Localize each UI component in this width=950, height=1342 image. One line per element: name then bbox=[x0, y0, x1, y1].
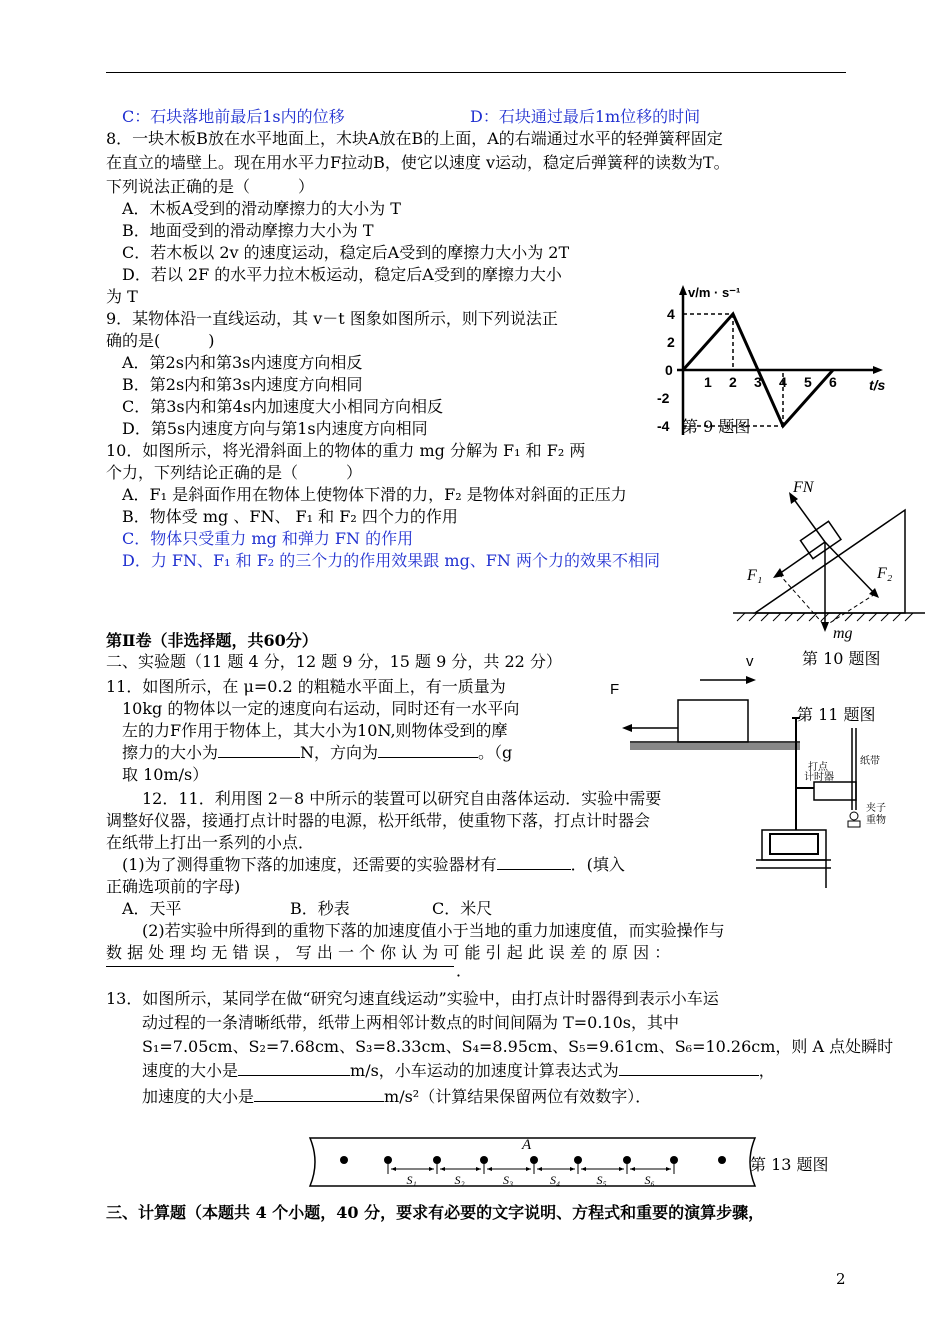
q11-line-1: 11．如图所示，在 μ=0.2 的粗糙水平面上，有一质量为 bbox=[106, 677, 506, 696]
q8-option-d: D．若以 2F 的水平力拉木板运动，稳定后A受到的摩擦力大小 bbox=[122, 265, 562, 284]
part2-section: 二、实验题（11 题 4 分，12 题 9 分，15 题 9 分，共 22 分） bbox=[106, 652, 562, 671]
f1-label: F₁ bbox=[747, 567, 763, 584]
q12-line-2: 调整好仪器，接通打点计时器的电源，松开纸带，使重物下落，打点计时器会 bbox=[106, 811, 651, 830]
x-tick-1: 1 bbox=[704, 374, 712, 390]
svg-text:计时器: 计时器 bbox=[804, 772, 834, 783]
q13-line-5: 加速度的大小是 m/s²（计算结果保留两位有效数字）． bbox=[142, 1087, 652, 1106]
mg-label: mg bbox=[833, 625, 853, 642]
q9-option-c: C．第3s内和第4s内加速度大小相同方向相反 bbox=[122, 397, 444, 416]
q9-stem-1: 9．某物体沿一直线运动，其 v－t 图象如图所示，则下列说法正 bbox=[106, 309, 558, 328]
q11-v-label: v bbox=[746, 653, 754, 670]
q8-option-d-cont: 为 T bbox=[106, 287, 138, 306]
s-label-4: S₄ bbox=[550, 1173, 561, 1187]
svg-text:夹子: 夹子 bbox=[866, 803, 886, 814]
q9-option-a: A．第2s内和第3s内速度方向相反 bbox=[122, 353, 363, 372]
f2-label: F₂ bbox=[877, 565, 893, 582]
q10-option-c: C．物体只受重力 mg 和弹力 FN 的作用 bbox=[122, 529, 414, 548]
s-label-5: S₅ bbox=[596, 1173, 607, 1187]
q11-line-5: 取 10m/s） bbox=[122, 765, 209, 784]
svg-text:重物: 重物 bbox=[866, 815, 886, 826]
q12-line-1: 12．11．利用图 2－8 中所示的装置可以研究自由落体运动．实验中需要 bbox=[142, 789, 662, 808]
fn-label: FN bbox=[793, 479, 814, 496]
q8-stem-1: 8．一块木板B放在水平地面上，木块A放在B的上面，A的右端通过水平的轻弹簧秤固定 bbox=[106, 129, 723, 148]
q11-line-4: 擦力的大小为 N，方向为 。（g bbox=[122, 743, 513, 762]
q12-blank-2 bbox=[106, 966, 454, 967]
q11-figure-caption: 第 11 题图 bbox=[797, 705, 876, 724]
page-number: 2 bbox=[836, 1270, 846, 1288]
q11-blank-1 bbox=[218, 743, 300, 758]
y-axis-label: v/m · s⁻¹ bbox=[688, 285, 741, 300]
q11-blank-2 bbox=[378, 743, 478, 758]
part3-title: 三、计算题（本题共 4 个小题，40 分，要求有必要的文字说明、方程式和重要的演算步骤， bbox=[106, 1203, 765, 1222]
q13-line-3: S₁=7.05cm、S₂=7.68cm、S₃=8.33cm、S₄=8.95cm、S₅=9.61cm、S₆=10.26cm，则 A 点处瞬时 bbox=[142, 1037, 894, 1056]
q13-blank-3 bbox=[254, 1087, 384, 1102]
q13-blank-1 bbox=[238, 1061, 350, 1076]
tape-dot-end bbox=[718, 1156, 726, 1164]
q8-stem-3: 下列说法正确的是（ ） bbox=[106, 177, 315, 196]
q7-option-c: C：石块落地前最后1s内的位移 bbox=[122, 107, 345, 126]
y-axis-arrow bbox=[679, 285, 687, 295]
incline-figure bbox=[725, 470, 925, 645]
s-label-6: S₆ bbox=[644, 1173, 655, 1187]
y-tick--4: -4 bbox=[657, 418, 670, 434]
f2-arrow bbox=[825, 542, 875, 594]
y-tick-0: 0 bbox=[665, 362, 673, 378]
y-tick-2: 2 bbox=[667, 334, 675, 350]
x-tick-6: 6 bbox=[829, 374, 837, 390]
q12-option-c: C．米尺 bbox=[432, 899, 493, 918]
q13-line-4: 速度的大小是 m/s，小车运动的加速度计算表达式为 ， bbox=[142, 1061, 775, 1080]
svg-text:纸带: 纸带 bbox=[860, 756, 880, 767]
q9-option-d: D．第5s内速度方向与第1s内速度方向相同 bbox=[122, 419, 428, 438]
q12-blank-1 bbox=[497, 855, 571, 870]
q12-option-a: A．天平 bbox=[122, 899, 182, 918]
q11-line-2: 10kg 的物体以一定的速度向右运动，同时还有一水平向 bbox=[122, 699, 520, 718]
timer-body bbox=[814, 782, 856, 800]
header-rule bbox=[106, 72, 846, 73]
q11-f-label: F bbox=[610, 681, 620, 698]
q12-line-3: 在纸带上打出一系列的小点． bbox=[106, 833, 315, 852]
q12-line-7: (2)若实验中所得到的重物下落的加速度值小于当地的重力加速度值，而实验操作与 bbox=[142, 921, 725, 940]
paper-tape-figure bbox=[300, 1134, 760, 1194]
q8-stem-2: 在直立的墙壁上。现在用水平力F拉动B，使它以速度 v运动，稳定后弹簧秤的读数为T。 bbox=[106, 153, 730, 172]
q10-option-d: D．力 FN、F₁ 和 F₂ 的三个力的作用效果跟 mg、FN 两个力的效果不相同 bbox=[122, 551, 660, 570]
q10-stem-1: 10．如图所示，将光滑斜面上的物体的重力 mg 分解为 F₁ 和 F₂ 两 bbox=[106, 441, 586, 460]
q10-option-b: B．物体受 mg 、FN、 F₁ 和 F₂ 四个力的作用 bbox=[122, 507, 458, 526]
q11-line-3: 左的力F作用于物体上，其大小为10N,则物体受到的摩 bbox=[122, 721, 508, 740]
q8-option-c: C．若木板以 2v 的速度运动，稳定后A受到的摩擦力大小为 2T bbox=[122, 243, 570, 262]
x-axis-arrow bbox=[873, 366, 883, 374]
q12-option-b: B．秒表 bbox=[290, 899, 350, 918]
q9-stem-2: 确的是( ) bbox=[106, 331, 215, 350]
q12-line-5: 正确选项前的字母) bbox=[106, 877, 241, 896]
q13-blank-2 bbox=[619, 1061, 759, 1076]
x-tick-5: 5 bbox=[804, 374, 812, 390]
q10-figure-caption: 第 10 题图 bbox=[802, 649, 881, 668]
s-label-2: S₂ bbox=[454, 1173, 465, 1187]
q8-option-b: B．地面受到的滑动摩擦力大小为 T bbox=[122, 221, 374, 240]
x-axis-label: t/s bbox=[869, 377, 886, 393]
y-tick--2: -2 bbox=[657, 390, 670, 406]
q12-line-8: 数 据 处 理 均 无 错 误 ， 写 出 一 个 你 认 为 可 能 引 起 此 误 差 的 原 因 ： bbox=[106, 943, 671, 962]
tape-dot-start bbox=[340, 1156, 348, 1164]
x-tick-2: 2 bbox=[729, 374, 737, 390]
q10-option-a: A．F₁ 是斜面作用在物体上使物体下滑的力，F₂ 是物体对斜面的正压力 bbox=[122, 485, 627, 504]
x-tick-3: 3 bbox=[754, 374, 762, 390]
x-tick-4: 4 bbox=[779, 374, 787, 390]
q9-option-b: B．第2s内和第3s内速度方向相同 bbox=[122, 375, 363, 394]
q13-line-2: 动过程的一条清晰纸带，纸带上两相邻计数点的时间间隔为 T=0.10s，其中 bbox=[142, 1013, 680, 1032]
q10-stem-2: 个力，下列结论正确的是（ ） bbox=[106, 463, 363, 482]
q12-line-4: (1)为了测得重物下落的加速度，还需要的实验器材有 ．(填入 bbox=[122, 855, 625, 874]
svg-text:打点: 打点 bbox=[808, 762, 828, 773]
q9-figure-caption: 第 9 题图 bbox=[682, 417, 751, 436]
s-label-3: S₃ bbox=[503, 1173, 514, 1187]
y-tick-4: 4 bbox=[667, 306, 675, 322]
part2-title: 第Ⅱ卷（非选择题，共60分） bbox=[106, 631, 318, 650]
point-a-label: A bbox=[522, 1137, 532, 1153]
q13-figure-caption: 第 13 题图 bbox=[750, 1155, 829, 1174]
q7-option-d: D：石块通过最后1m位移的时间 bbox=[470, 107, 701, 126]
q11-block bbox=[678, 700, 748, 742]
q8-option-a: A．木板A受到的滑动摩擦力的大小为 T bbox=[122, 199, 401, 218]
free-fall-apparatus bbox=[756, 698, 926, 888]
s-label-1: S₁ bbox=[406, 1173, 417, 1187]
q13-line-1: 13．如图所示，某同学在做“研究匀速直线运动”实验中，由打点计时器得到表示小车运 bbox=[106, 989, 719, 1008]
